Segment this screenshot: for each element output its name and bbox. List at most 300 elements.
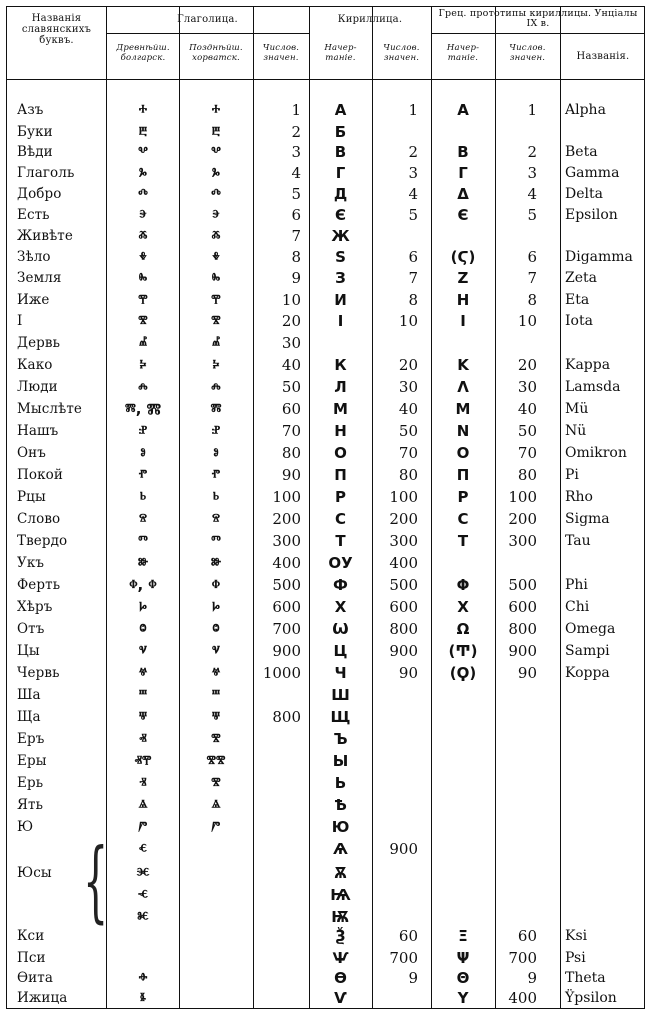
glagolitic-croatian-glyph: ⰹ — [211, 291, 221, 309]
greek-letter-name: Zeta — [565, 270, 597, 286]
greek-uncial-glyph — [433, 334, 493, 352]
glagolitic-old-glyph: ⱂ — [138, 466, 148, 484]
glagolitic-croatian-glyph: ⰺ — [211, 730, 221, 748]
letter-name: Кси — [17, 928, 45, 944]
glagolitic-old-glyph: ⰶ — [138, 227, 148, 245]
cyrillic-numeric-value — [374, 864, 418, 882]
letter-name: Онъ — [17, 445, 46, 461]
cyrillic-numeric-value: 9 — [408, 969, 418, 987]
greek-numeric-value: 400 — [508, 989, 537, 1007]
cyrillic-glyph: З — [335, 269, 346, 287]
letter-name: Мыслѣте — [17, 401, 83, 417]
greek-uncial-glyph: (Ϛ) — [450, 248, 476, 266]
greek-letter-name: Sampi — [565, 643, 610, 659]
greek-numeric-value: 7 — [527, 269, 537, 287]
letter-name: Буки — [17, 124, 53, 140]
letter-name: Глаголь — [17, 165, 75, 181]
greek-letter-name — [565, 334, 643, 352]
greek-letter-name: Theta — [565, 970, 606, 986]
letter-name: Есть — [17, 207, 50, 223]
greek-letter-name — [565, 908, 643, 926]
cyrillic-numeric-value — [374, 686, 418, 704]
glagolitic-croatian-glyph: ⰺⰺ — [206, 752, 226, 770]
greek-numeric-value: 300 — [508, 532, 537, 550]
greek-uncial-glyph: Γ — [458, 164, 468, 182]
glagolitic-old-glyph: ⱑ — [138, 796, 148, 814]
greek-numeric-value: 70 — [517, 444, 537, 462]
header-greek-group: Грец. прототипы кириллицы. Унціалы IX в. — [438, 8, 638, 29]
letter-name: Иже — [17, 292, 50, 308]
greek-uncial-glyph: Τ — [457, 532, 469, 550]
glagolitic-old-glyph: ⱚ — [138, 969, 148, 987]
glagolitic-numeric-value: 300 — [272, 532, 301, 550]
header-greek-name: Названія. — [576, 51, 630, 62]
greek-uncial-glyph — [433, 908, 493, 926]
glagolitic-numeric-value: 2 — [291, 123, 301, 141]
cyrillic-numeric-value: 8 — [408, 291, 418, 309]
letter-name: Еры — [17, 753, 47, 769]
cyrillic-numeric-value — [374, 334, 418, 352]
greek-uncial-glyph — [433, 796, 493, 814]
greek-letter-name: Psi — [565, 950, 586, 966]
greek-numeric-value: 3 — [527, 164, 537, 182]
column-divider — [560, 7, 561, 1008]
glagolitic-croatian-glyph: ⰴ — [211, 185, 221, 203]
glagolitic-old-glyph: ⰳ — [139, 164, 147, 182]
greek-numeric-value: 4 — [527, 185, 537, 203]
cyrillic-numeric-value — [374, 818, 418, 836]
glagolitic-croatian-glyph: ⰷ — [212, 248, 220, 266]
greek-letter-name: Rho — [565, 489, 593, 505]
letter-name: Отъ — [17, 621, 45, 637]
glagolitic-numeric-value: 80 — [281, 444, 301, 462]
glagolitic-old-glyph: ⰽ — [139, 356, 147, 374]
column-divider — [309, 7, 310, 1008]
letter-name: І — [17, 313, 23, 329]
greek-numeric-value: 1 — [527, 101, 537, 119]
glagolitic-old-glyph: ⱉ — [139, 620, 147, 638]
greek-uncial-glyph — [433, 864, 493, 882]
greek-letter-name: Epsilon — [565, 207, 618, 223]
glagolitic-old-glyph: ⱁ — [140, 444, 146, 462]
glagolitic-numeric-value: 100 — [272, 488, 301, 506]
glagolitic-croatian-glyph: ⰸ — [211, 269, 221, 287]
glagolitic-old-glyph: ⰿ, Ⰿ — [124, 400, 162, 418]
header-divider — [431, 33, 644, 34]
glagolitic-croatian-glyph: ⱀ — [211, 422, 221, 440]
glagolitic-croatian-glyph: ⰼ — [211, 334, 221, 352]
greek-numeric-value — [497, 708, 537, 726]
header-glag-old: Древнѣйш. болгарск. — [116, 43, 170, 63]
glagolitic-croatian-glyph: ⰿ — [210, 400, 222, 418]
glagolitic-numeric-value: 90 — [281, 466, 301, 484]
cyrillic-glyph: Ы — [332, 752, 349, 770]
glagolitic-numeric-value: 70 — [281, 422, 301, 440]
letter-name: Дервь — [17, 335, 61, 351]
cyrillic-glyph: Ѳ — [334, 969, 347, 987]
greek-numeric-value: 900 — [508, 642, 537, 660]
glagolitic-croatian-glyph: ⱓ — [211, 818, 221, 836]
column-divider — [495, 7, 496, 1008]
letter-name: Покой — [17, 467, 63, 483]
greek-uncial-glyph: Ρ — [457, 488, 469, 506]
cyrillic-glyph: М — [333, 400, 348, 418]
cyrillic-numeric-value: 900 — [389, 642, 418, 660]
greek-uncial-glyph: (Ϙ) — [449, 664, 477, 682]
greek-uncial-glyph: Η — [456, 291, 470, 309]
yus-group-brace: { — [83, 829, 109, 932]
cyrillic-glyph: Д — [333, 185, 348, 203]
greek-letter-name: Sigma — [565, 511, 610, 527]
greek-uncial-glyph — [433, 123, 493, 141]
glagolitic-old-glyph: ⰾ — [138, 378, 148, 396]
cyrillic-numeric-value: 600 — [389, 598, 418, 616]
cyrillic-numeric-value: 30 — [398, 378, 418, 396]
glagolitic-croatian-glyph — [181, 864, 251, 882]
glagolitic-croatian-glyph: ⱅ — [211, 532, 221, 550]
greek-uncial-glyph: Π — [456, 466, 470, 484]
greek-letter-name — [565, 227, 643, 245]
greek-numeric-value — [497, 554, 537, 572]
greek-numeric-value: 90 — [517, 664, 537, 682]
greek-numeric-value — [497, 123, 537, 141]
greek-uncial-glyph — [433, 818, 493, 836]
cyrillic-glyph: Ѕ — [335, 248, 346, 266]
greek-uncial-glyph: Φ — [456, 576, 470, 594]
greek-numeric-value: 30 — [517, 378, 537, 396]
greek-numeric-value — [497, 908, 537, 926]
greek-letter-name: Lamsda — [565, 379, 621, 395]
header-names: Названія славянскихъ буквъ. — [21, 13, 92, 46]
glagolitic-croatian-glyph: ⰱ — [211, 123, 221, 141]
greek-uncial-glyph — [433, 686, 493, 704]
glagolitic-numeric-value: 700 — [272, 620, 301, 638]
cyrillic-numeric-value: 4 — [408, 185, 418, 203]
cyrillic-glyph: Ь — [334, 774, 347, 792]
cyrillic-numeric-value: 70 — [398, 444, 418, 462]
letter-name: Твердо — [17, 533, 68, 549]
glagolitic-old-glyph: ⰰ — [138, 101, 148, 119]
letter-name: Рцы — [17, 489, 46, 505]
greek-numeric-value: 2 — [527, 143, 537, 161]
glagolitic-numeric-value — [255, 864, 301, 882]
greek-numeric-value: 6 — [527, 248, 537, 266]
cyrillic-glyph: П — [334, 466, 347, 484]
greek-numeric-value: 600 — [508, 598, 537, 616]
glagolitic-numeric-value — [255, 686, 301, 704]
letter-name: Земля — [17, 270, 62, 286]
cyrillic-glyph: Ѩ — [330, 886, 351, 904]
glagolitic-old-glyph: ⰸ — [138, 269, 148, 287]
cyrillic-numeric-value — [374, 227, 418, 245]
greek-letter-name: Omikron — [565, 445, 627, 461]
cyrillic-numeric-value: 1 — [408, 101, 418, 119]
column-divider — [372, 7, 373, 1008]
column-divider — [179, 7, 180, 1008]
glagolitic-numeric-value: 800 — [272, 708, 301, 726]
glagolitic-numeric-value: 60 — [281, 400, 301, 418]
glagolitic-old-glyph: ⱐ — [139, 774, 147, 792]
cyrillic-glyph: С — [334, 510, 346, 528]
letter-name: Ять — [17, 797, 44, 813]
greek-uncial-glyph — [433, 840, 493, 858]
glagolitic-numeric-value: 900 — [272, 642, 301, 660]
cyrillic-glyph: К — [334, 356, 347, 374]
glagolitic-croatian-glyph: ⱁ — [213, 444, 219, 462]
glagolitic-numeric-value: 9 — [291, 269, 301, 287]
cyrillic-numeric-value: 100 — [389, 488, 418, 506]
glagolitic-croatian-glyph — [181, 949, 251, 967]
greek-uncial-glyph: Κ — [457, 356, 469, 374]
glagolitic-old-glyph — [108, 949, 178, 967]
greek-letter-name — [565, 774, 643, 792]
letter-name: Ша — [17, 687, 41, 703]
greek-uncial-glyph: Β — [457, 143, 469, 161]
header-glagolitsa: Глаголица. — [177, 14, 238, 25]
greek-letter-name — [565, 752, 643, 770]
letter-name: Ѳита — [17, 970, 53, 986]
cyrillic-numeric-value: 5 — [408, 206, 418, 224]
glagolitic-old-glyph: ⱃ — [139, 488, 147, 506]
greek-uncial-glyph — [433, 554, 493, 572]
glagolitic-old-glyph: ⱄ — [139, 510, 147, 528]
letter-name — [17, 908, 105, 926]
glagolitic-old-glyph: ⱓ — [138, 818, 148, 836]
cyrillic-numeric-value: 50 — [398, 422, 418, 440]
greek-numeric-value — [497, 730, 537, 748]
glagolitic-croatian-glyph: ⱌ — [212, 642, 220, 660]
greek-numeric-value: 40 — [517, 400, 537, 418]
cyrillic-glyph: Ф — [333, 576, 348, 594]
cyrillic-numeric-value — [374, 908, 418, 926]
greek-numeric-value: 60 — [517, 927, 537, 945]
cyrillic-numeric-value: 700 — [389, 949, 418, 967]
cyrillic-numeric-value — [374, 796, 418, 814]
glagolitic-old-glyph: ⱇ, ⱇ — [129, 576, 157, 594]
cyrillic-numeric-value — [374, 730, 418, 748]
glagolitic-old-glyph: ⱏ — [139, 730, 147, 748]
letter-name: Ижица — [17, 990, 68, 1006]
greek-letter-name — [565, 123, 643, 141]
glagolitic-old-glyph: ⰷ — [139, 248, 147, 266]
glagolitic-croatian-glyph: ⱍ — [211, 664, 221, 682]
cyrillic-glyph: Ѡ — [332, 620, 349, 638]
letter-name: Слово — [17, 511, 61, 527]
cyrillic-numeric-value: 2 — [408, 143, 418, 161]
greek-letter-name — [565, 864, 643, 882]
cyrillic-glyph: Л — [334, 378, 347, 396]
greek-uncial-glyph — [433, 708, 493, 726]
glagolitic-numeric-value: 200 — [272, 510, 301, 528]
glagolitic-numeric-value — [255, 840, 301, 858]
greek-letter-name: Nü — [565, 423, 587, 439]
glagolitic-numeric-value: 500 — [272, 576, 301, 594]
glagolitic-croatian-glyph: ⱋ — [211, 708, 221, 726]
glagolitic-croatian-glyph: ⰶ — [211, 227, 221, 245]
glagolitic-numeric-value: 30 — [281, 334, 301, 352]
cyrillic-glyph: Ѱ — [332, 949, 349, 967]
glagolitic-numeric-value — [255, 796, 301, 814]
greek-letter-name: Iota — [565, 313, 593, 329]
greek-numeric-value — [497, 796, 537, 814]
cyrillic-glyph: Ѧ — [333, 840, 348, 858]
cyrillic-numeric-value — [374, 708, 418, 726]
letter-name — [17, 840, 105, 858]
greek-letter-name — [565, 818, 643, 836]
glagolitic-croatian-glyph: ⰺ — [211, 312, 221, 330]
greek-numeric-value: 80 — [517, 466, 537, 484]
cyrillic-numeric-value: 400 — [389, 554, 418, 572]
cyrillic-glyph: ОУ — [328, 554, 353, 572]
greek-uncial-glyph: (Ͳ) — [448, 642, 478, 660]
cyrillic-glyph: Ѯ — [335, 927, 346, 945]
greek-letter-name — [565, 796, 643, 814]
greek-uncial-glyph: Ψ — [456, 949, 470, 967]
cyrillic-numeric-value: 10 — [398, 312, 418, 330]
greek-numeric-value: 50 — [517, 422, 537, 440]
cyrillic-glyph: Ч — [334, 664, 347, 682]
glagolitic-numeric-value: 400 — [272, 554, 301, 572]
cyrillic-numeric-value: 900 — [389, 840, 418, 858]
letter-name: Како — [17, 357, 53, 373]
greek-numeric-value — [497, 864, 537, 882]
glagolitic-old-glyph — [108, 927, 178, 945]
letter-name: Червь — [17, 665, 60, 681]
greek-numeric-value — [497, 686, 537, 704]
glagolitic-numeric-value — [255, 730, 301, 748]
glagolitic-croatian-glyph: ⱈ — [212, 598, 220, 616]
header-glag-numeric: Числов. значен. — [262, 43, 300, 63]
glagolitic-old-glyph: ⰹ — [138, 291, 148, 309]
greek-numeric-value: 5 — [527, 206, 537, 224]
letter-name: Азъ — [17, 102, 44, 118]
greek-numeric-value — [497, 774, 537, 792]
cyrillic-glyph: Ъ — [333, 730, 348, 748]
greek-numeric-value: 500 — [508, 576, 537, 594]
header-kirillitsa: Кириллица. — [337, 14, 403, 25]
greek-numeric-value: 10 — [517, 312, 537, 330]
letter-name: Укъ — [17, 555, 45, 571]
header-greek-form: Начер-таніе. — [446, 43, 480, 63]
greek-numeric-value: 200 — [508, 510, 537, 528]
greek-uncial-glyph: Ν — [456, 422, 470, 440]
glagolitic-croatian-glyph: ⱎ — [211, 686, 221, 704]
greek-letter-name: Mü — [565, 401, 589, 417]
glagolitic-croatian-glyph: ⰺ — [211, 774, 221, 792]
column-divider — [253, 7, 254, 1008]
cyrillic-numeric-value — [374, 774, 418, 792]
glagolitic-old-glyph: ⰲ — [138, 143, 148, 161]
greek-numeric-value — [497, 752, 537, 770]
greek-letter-name: Kappa — [565, 357, 611, 373]
header-kir-numeric: Числов. значен. — [383, 43, 420, 63]
greek-uncial-glyph: Δ — [457, 185, 469, 203]
cyrillic-numeric-value: 90 — [398, 664, 418, 682]
glagolitic-old-glyph: ⱀ — [138, 422, 148, 440]
glagolitic-old-glyph: ⱛ — [140, 989, 146, 1007]
greek-letter-name — [565, 686, 643, 704]
letter-name: Ерь — [17, 775, 44, 791]
letter-name: Зѣло — [17, 249, 51, 265]
glagolitic-numeric-value: 50 — [281, 378, 301, 396]
greek-uncial-glyph: Ι — [460, 312, 466, 330]
glagolitic-old-glyph: ⱔ — [139, 840, 147, 858]
cyrillic-glyph: О — [334, 444, 347, 462]
cyrillic-numeric-value: 3 — [408, 164, 418, 182]
greek-uncial-glyph — [433, 774, 493, 792]
cyrillic-glyph: Ѣ — [334, 796, 347, 814]
glagolitic-numeric-value — [255, 908, 301, 926]
greek-letter-name: Omega — [565, 621, 616, 637]
greek-numeric-value — [497, 227, 537, 245]
cyrillic-numeric-value — [374, 886, 418, 904]
glagolitic-croatian-glyph: ⱑ — [211, 796, 221, 814]
glagolitic-croatian-glyph: ⰵ — [212, 206, 220, 224]
greek-uncial-glyph: Υ — [457, 989, 469, 1007]
letter-name: Хѣръ — [17, 599, 53, 615]
glagolitic-numeric-value: 3 — [291, 143, 301, 161]
cyrillic-glyph: І — [337, 312, 344, 330]
letter-name: Ферть — [17, 577, 61, 593]
greek-numeric-value — [497, 818, 537, 836]
cyrillic-numeric-value: 200 — [389, 510, 418, 528]
glagolitic-old-glyph: ⱋ — [138, 708, 148, 726]
greek-uncial-glyph — [433, 227, 493, 245]
glagolitic-old-glyph: ⱕ — [138, 886, 148, 904]
glagolitic-croatian-glyph — [181, 840, 251, 858]
greek-numeric-value: 8 — [527, 291, 537, 309]
header-kir-form: Начер-таніе. — [324, 43, 357, 63]
glagolitic-numeric-value — [255, 927, 301, 945]
cyrillic-glyph: Ж — [331, 227, 350, 245]
glagolitic-numeric-value: 40 — [281, 356, 301, 374]
cyrillic-numeric-value — [374, 123, 418, 141]
greek-numeric-value: 9 — [527, 969, 537, 987]
greek-letter-name: Chi — [565, 599, 590, 615]
greek-numeric-value — [497, 886, 537, 904]
cyrillic-glyph: Ѫ — [334, 864, 347, 882]
letter-name: Пси — [17, 950, 46, 966]
letter-name: Еръ — [17, 731, 45, 747]
cyrillic-glyph: Б — [334, 123, 347, 141]
cyrillic-glyph: И — [334, 291, 347, 309]
greek-uncial-glyph: Ξ — [458, 927, 468, 945]
glagolitic-croatian-glyph: ⱄ — [212, 510, 220, 528]
cyrillic-glyph: Р — [335, 488, 346, 506]
glagolitic-numeric-value — [255, 818, 301, 836]
glagolitic-croatian-glyph — [181, 969, 251, 987]
greek-uncial-glyph: С — [457, 510, 469, 528]
glagolitic-numeric-value: 1000 — [262, 664, 301, 682]
glagolitic-old-glyph: ⱈ — [139, 598, 147, 616]
glagolitic-old-glyph: ⱍ — [138, 664, 148, 682]
cyrillic-glyph: Ц — [333, 642, 348, 660]
glagolitic-old-glyph: ⰱ — [138, 123, 148, 141]
greek-numeric-value — [497, 334, 537, 352]
glagolitic-old-glyph: ⱗ — [136, 864, 150, 882]
greek-letter-name: Tau — [565, 533, 591, 549]
letter-name: Ща — [17, 709, 41, 725]
cyrillic-numeric-value: 60 — [398, 927, 418, 945]
greek-letter-name: Beta — [565, 144, 598, 160]
cyrillic-numeric-value: 20 — [398, 356, 418, 374]
greek-letter-name: Pi — [565, 467, 579, 483]
glagolitic-numeric-value: 5 — [291, 185, 301, 203]
glagolitic-old-glyph: ⰺ — [138, 312, 148, 330]
greek-uncial-glyph — [433, 886, 493, 904]
greek-letter-name: Alpha — [565, 102, 606, 118]
glagolitic-old-glyph: ⱆ — [137, 554, 149, 572]
